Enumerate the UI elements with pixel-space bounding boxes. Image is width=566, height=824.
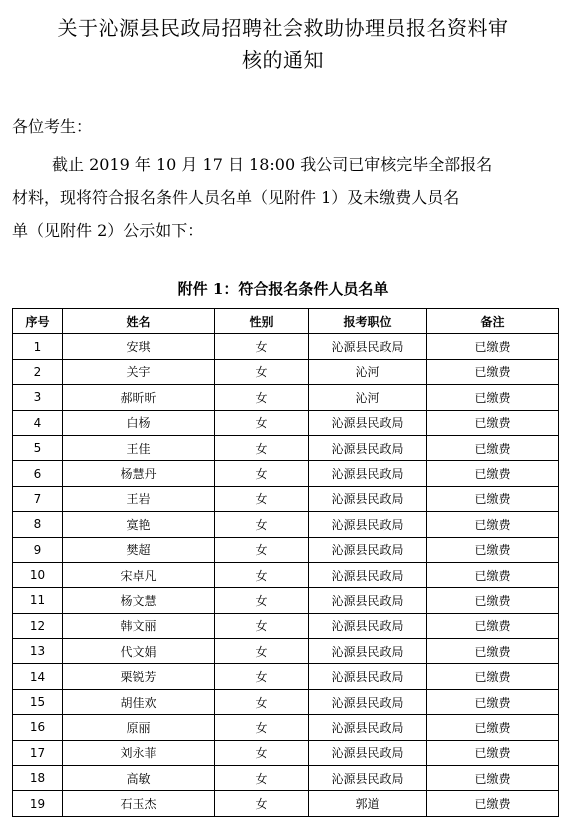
cell-index: 8 — [13, 512, 63, 537]
cell-name: 安琪 — [63, 334, 215, 359]
cell-position: 沁源县民政局 — [309, 588, 427, 613]
cell-name: 杨慧丹 — [63, 461, 215, 486]
cell-remark: 已缴费 — [427, 791, 559, 816]
cell-remark: 已缴费 — [427, 562, 559, 587]
table-row — [13, 562, 559, 587]
title-line-1: 关于沁源县民政局招聘社会救助协理员报名资料审 — [57, 16, 509, 40]
table-row — [13, 359, 559, 384]
cell-gender: 女 — [215, 435, 309, 460]
cell-remark: 已缴费 — [427, 359, 559, 384]
cell-name: 樊超 — [63, 537, 215, 562]
cell-name: 关宇 — [63, 359, 215, 384]
table-row — [13, 334, 559, 359]
cell-name: 王岩 — [63, 486, 215, 511]
cell-name: 郝昕昕 — [63, 385, 215, 410]
document-title — [0, 12, 566, 76]
cell-index: 14 — [13, 664, 63, 689]
cell-gender: 女 — [215, 689, 309, 714]
table-title: 附件 1：符合报名条件人员名单 — [177, 280, 389, 298]
cell-gender: 女 — [215, 639, 309, 664]
cell-gender: 女 — [215, 461, 309, 486]
cell-gender: 女 — [215, 512, 309, 537]
cell-position: 沁源县民政局 — [309, 715, 427, 740]
cell-position: 郭道 — [309, 791, 427, 816]
cell-name: 宋卓凡 — [63, 562, 215, 587]
cell-name: 石玉杰 — [63, 791, 215, 816]
table-row — [13, 385, 559, 410]
cell-position: 沁源县民政局 — [309, 512, 427, 537]
table-row — [13, 461, 559, 486]
table-row — [13, 689, 559, 714]
greeting: 各位考生： — [12, 117, 93, 136]
table-row — [13, 512, 559, 537]
title-line-2: 核的通知 — [242, 48, 324, 72]
cell-position: 沁河 — [309, 359, 427, 384]
cell-gender: 女 — [215, 664, 309, 689]
cell-position: 沁源县民政局 — [309, 766, 427, 791]
cell-index: 18 — [13, 766, 63, 791]
table-body — [13, 334, 559, 816]
cell-name: 原丽 — [63, 715, 215, 740]
cell-name: 胡佳欢 — [63, 689, 215, 714]
cell-position: 沁源县民政局 — [309, 334, 427, 359]
cell-index: 3 — [13, 385, 63, 410]
cell-gender: 女 — [215, 613, 309, 638]
cell-position: 沁源县民政局 — [309, 486, 427, 511]
cell-remark: 已缴费 — [427, 715, 559, 740]
cell-index: 7 — [13, 486, 63, 511]
table-row — [13, 410, 559, 435]
table-row — [13, 740, 559, 765]
cell-index: 19 — [13, 791, 63, 816]
cell-position: 沁源县民政局 — [309, 740, 427, 765]
table-row — [13, 588, 559, 613]
cell-index: 10 — [13, 562, 63, 587]
cell-name: 韩文丽 — [63, 613, 215, 638]
cell-position: 沁源县民政局 — [309, 461, 427, 486]
header-remark: 备注 — [427, 309, 559, 334]
header-name: 姓名 — [63, 309, 215, 334]
header-index: 序号 — [13, 309, 63, 334]
cell-index: 4 — [13, 410, 63, 435]
cell-gender: 女 — [215, 766, 309, 791]
cell-gender: 女 — [215, 410, 309, 435]
cell-name: 刘永菲 — [63, 740, 215, 765]
cell-name: 代文娟 — [63, 639, 215, 664]
cell-position: 沁河 — [309, 385, 427, 410]
cell-gender: 女 — [215, 715, 309, 740]
cell-remark: 已缴费 — [427, 689, 559, 714]
table-row — [13, 435, 559, 460]
body-line-2: 材料，现将符合报名条件人员名单（见附件 1）及未缴费人员名 — [12, 188, 460, 207]
cell-name: 白杨 — [63, 410, 215, 435]
table-row — [13, 639, 559, 664]
cell-gender: 女 — [215, 740, 309, 765]
cell-position: 沁源县民政局 — [309, 639, 427, 664]
cell-position: 沁源县民政局 — [309, 537, 427, 562]
table-row — [13, 715, 559, 740]
cell-remark: 已缴费 — [427, 512, 559, 537]
cell-name: 高敏 — [63, 766, 215, 791]
cell-remark: 已缴费 — [427, 766, 559, 791]
cell-position: 沁源县民政局 — [309, 410, 427, 435]
cell-position: 沁源县民政局 — [309, 613, 427, 638]
cell-position: 沁源县民政局 — [309, 689, 427, 714]
table-row — [13, 537, 559, 562]
cell-remark: 已缴费 — [427, 613, 559, 638]
cell-index: 12 — [13, 613, 63, 638]
table-row — [13, 791, 559, 816]
table-row — [13, 486, 559, 511]
cell-remark: 已缴费 — [427, 664, 559, 689]
cell-remark: 已缴费 — [427, 385, 559, 410]
cell-gender: 女 — [215, 562, 309, 587]
cell-name: 杨文慧 — [63, 588, 215, 613]
header-gender: 性别 — [215, 309, 309, 334]
cell-remark: 已缴费 — [427, 334, 559, 359]
notice-body — [12, 148, 552, 247]
cell-index: 17 — [13, 740, 63, 765]
cell-index: 16 — [13, 715, 63, 740]
cell-index: 5 — [13, 435, 63, 460]
body-line-1: 截止 2019 年 10 月 17 日 18:00 我公司已审核完毕全部报名 — [52, 155, 493, 174]
cell-remark: 已缴费 — [427, 588, 559, 613]
cell-gender: 女 — [215, 791, 309, 816]
cell-gender: 女 — [215, 537, 309, 562]
cell-remark: 已缴费 — [427, 486, 559, 511]
cell-position: 沁源县民政局 — [309, 562, 427, 587]
cell-index: 15 — [13, 689, 63, 714]
cell-remark: 已缴费 — [427, 410, 559, 435]
cell-index: 2 — [13, 359, 63, 384]
cell-index: 11 — [13, 588, 63, 613]
cell-position: 沁源县民政局 — [309, 435, 427, 460]
cell-gender: 女 — [215, 486, 309, 511]
cell-remark: 已缴费 — [427, 740, 559, 765]
table-row — [13, 664, 559, 689]
cell-remark: 已缴费 — [427, 537, 559, 562]
body-line-3: 单（见附件 2）公示如下： — [12, 221, 204, 240]
roster-table — [12, 308, 559, 817]
table-row — [13, 613, 559, 638]
cell-name: 栗锐芳 — [63, 664, 215, 689]
cell-gender: 女 — [215, 359, 309, 384]
table-header-row — [13, 309, 559, 334]
cell-gender: 女 — [215, 588, 309, 613]
header-position: 报考职位 — [309, 309, 427, 334]
cell-index: 13 — [13, 639, 63, 664]
cell-name: 王佳 — [63, 435, 215, 460]
cell-remark: 已缴费 — [427, 639, 559, 664]
cell-gender: 女 — [215, 334, 309, 359]
cell-index: 9 — [13, 537, 63, 562]
cell-index: 1 — [13, 334, 63, 359]
cell-name: 寞艳 — [63, 512, 215, 537]
table-row — [13, 766, 559, 791]
cell-index: 6 — [13, 461, 63, 486]
cell-remark: 已缴费 — [427, 435, 559, 460]
cell-position: 沁源县民政局 — [309, 664, 427, 689]
cell-gender: 女 — [215, 385, 309, 410]
cell-remark: 已缴费 — [427, 461, 559, 486]
